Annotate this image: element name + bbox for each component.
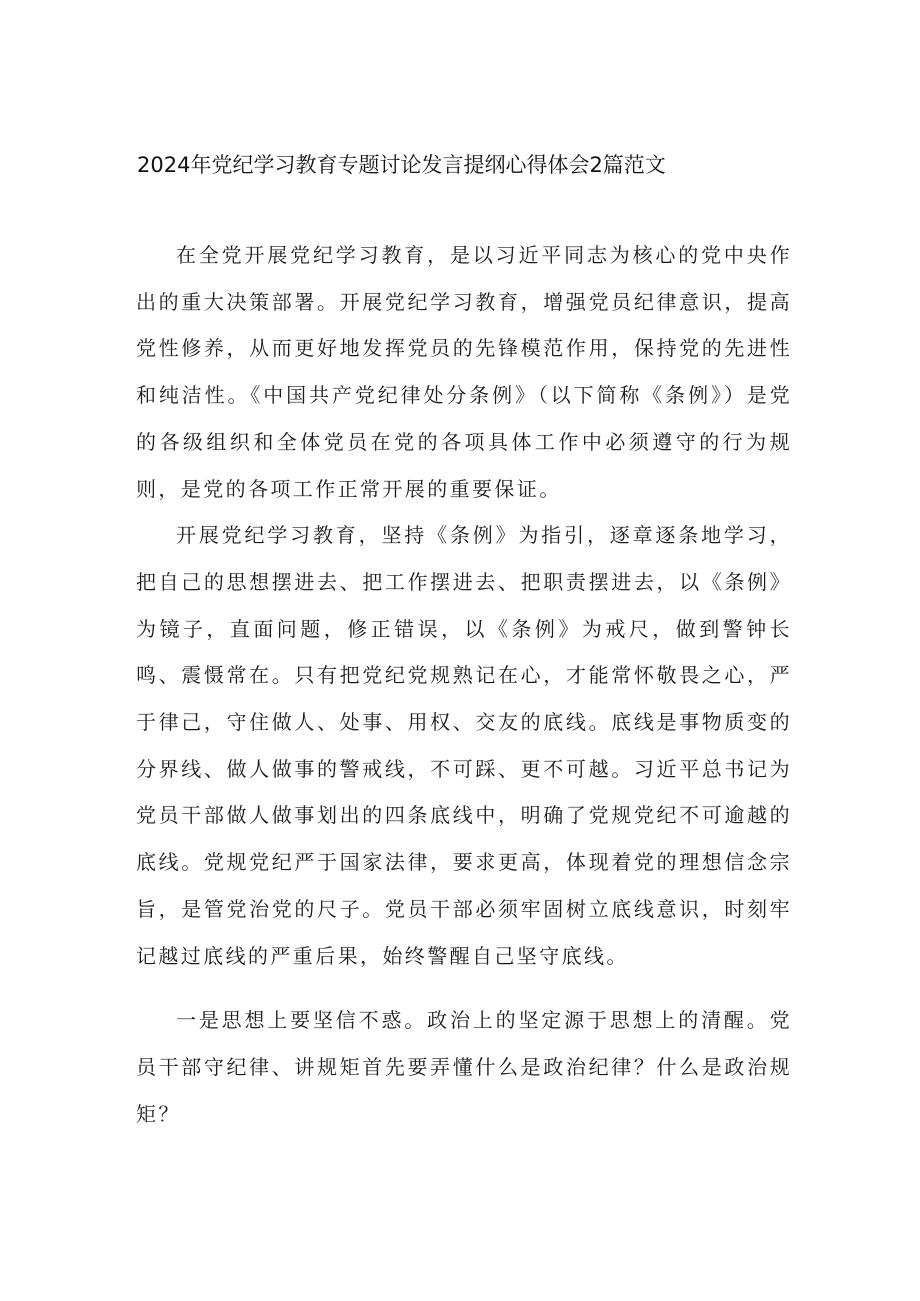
document-title: 2024年党纪学习教育专题讨论发言提纲心得体会2篇范文 <box>137 153 666 177</box>
paragraph-2: 开展党纪学习教育，坚持《条例》为指引，逐章逐条地学习，把自己的思想摆进去、把工作摆进去、把职责摆进去，以《条例》为镜子，直面问题，修正错误，以《条例》为戒尺，做到警钟长鸣、震慑常在。只有把党纪党规熟记在心，才能常怀敬畏之心，严于律己，守住做人、处事、用权、交友的底线。底线是事物质变的分界线、做人做事的警戒线，不可踩、更不可越。习近平总书记为党员干部做人做事划出的四条底线中，明确了党规党纪不可逾越的底线。党规党纪严于国家法律，要求更高，体现着党的理想信念宗旨，是管党治党的尺子。党员干部必须牢固树立底线意识，时刻牢记越过底线的严重后果，始终警醒自己坚守底线。 <box>136 523 792 968</box>
document-body <box>136 232 792 1137</box>
paragraph-3: 一是思想上要坚信不惑。政治上的坚定源于思想上的清醒。党员干部守纪律、讲规矩首先要弄懂什么是政治纪律？什么是政治规矩？ <box>136 1008 792 1126</box>
paragraph-1: 在全党开展党纪学习教育，是以习近平同志为核心的党中央作出的重大决策部署。开展党纪学习教育，增强党员纪律意识，提高党性修养，从而更好地发挥党员的先锋模范作用，保持党的先进性和纯洁性。《中国共产党纪律处分条例》（以下简称《条例》）是党的各级组织和全体党员在党的各项具体工作中必须遵守的行为规则，是党的各项工作正常开展的重要保证。 <box>136 243 792 501</box>
